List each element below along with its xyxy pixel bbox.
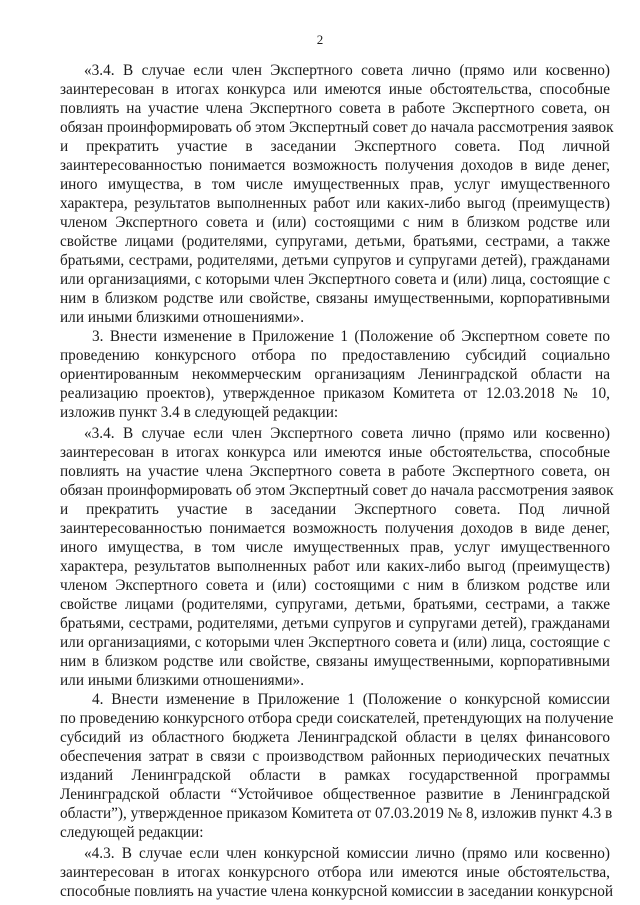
text-line: или организациями, с которыми член Экспертного совета и (или) лица, состоящие с (60, 634, 610, 651)
text-line: характера, результатов выполненных работ или каких-либо выгод (преимуществ) (60, 558, 610, 575)
text-line: ним в близком родстве или свойстве, связаны имущественными, корпоративными (60, 290, 610, 307)
text-line: членом Экспертного совета и (или) состоящими с ним в близком родстве или (60, 577, 610, 594)
text-line: членом Экспертного совета и (или) состоящими с ним в близком родстве или (60, 214, 610, 231)
text-line: Ленинградской области “Устойчивое общественное развитие в Ленинградской (60, 786, 610, 803)
text-line: по проведению конкурсного отбора среди соискателей, претендующих на получение (60, 710, 614, 727)
text-line: или иными близкими отношениями». (60, 309, 305, 326)
text-line: «4.3. В случае если член конкурсной комиссии лично (прямо или косвенно) (84, 845, 610, 862)
text-line: способные повлиять на участие члена конкурсной комиссии в заседании конкурсной (60, 883, 614, 900)
text-line: заинтересован в итогах конкурса или имеются иные обстоятельства, способные (60, 444, 610, 461)
text-line: изданий Ленинградской области в рамках государственной программы (60, 767, 610, 784)
text-line: обязан проинформировать об этом Экспертный совет до начала рассмотрения заявок (60, 119, 614, 136)
text-line: 3. Внести изменение в Приложение 1 (Положение об Экспертном совете по (92, 328, 610, 345)
text-line: иного имущества, в том числе имущественных прав, услуг имущественного (60, 176, 610, 193)
text-line: характера, результатов выполненных работ или каких-либо выгод (преимуществ) (60, 195, 610, 212)
text-line: 4. Внести изменение в Приложение 1 (Положение о конкурсной комиссии (92, 691, 610, 708)
text-line: свойстве лицами (родителями, супругами, детьми, братьями, сестрами, а также (60, 233, 610, 250)
text-line: ориентированным некоммерческим организациям Ленинградской области на (60, 366, 610, 383)
text-line: или организациями, с которыми член Экспертного совета и (или) лица, состоящие с (60, 271, 610, 288)
text-line: и прекратить участие в заседании Экспертного совета. Под личной (60, 501, 610, 518)
text-line: иного имущества, в том числе имущественных прав, услуг имущественного (60, 539, 610, 556)
text-line: «3.4. В случае если член Экспертного совета лично (прямо или косвенно) (84, 425, 610, 442)
text-line: ним в близком родстве или свойстве, связаны имущественными, корпоративными (60, 653, 610, 670)
text-line: изложив пункт 3.4 в следующей редакции: (60, 404, 339, 421)
text-line: заинтересован в итогах конкурсного отбора или имеются иные обстоятельства, (60, 864, 610, 881)
text-line: и прекратить участие в заседании Экспертного совета. Под личной (60, 138, 610, 155)
text-line: обязан проинформировать об этом Экспертный совет до начала рассмотрения заявок (60, 482, 614, 499)
text-line: следующей редакции: (60, 824, 204, 841)
text-line: заинтересованностью понимается возможность получения доходов в виде денег, (60, 157, 610, 174)
text-line: свойстве лицами (родителями, супругами, детьми, братьями, сестрами, а также (60, 596, 610, 613)
text-line: проведению конкурсного отбора по предоставлению субсидий социально (60, 347, 610, 364)
text-line: повлиять на участие члена Экспертного совета в работе Экспертного совета, он (60, 463, 610, 480)
text-line: заинтересован в итогах конкурса или имеются иные обстоятельства, способные (60, 81, 610, 98)
text-line: области”), утвержденное приказом Комитета от 07.03.2019 № 8, изложив пункт 4.3 в (60, 805, 613, 822)
text-line: субсидий из областного бюджета Ленинградской области в целях финансового (60, 729, 610, 746)
text-line: братьями, сестрами, родителями, детьми супругов и супругами детей), гражданами (60, 615, 610, 632)
text-line: или иными близкими отношениями». (60, 672, 305, 689)
text-line: реализацию проектов), утвержденное приказом Комитета от 12.03.2018 № 10, (60, 385, 610, 402)
text-line: повлиять на участие члена Экспертного совета в работе Экспертного совета, он (60, 100, 610, 117)
text-line: обеспечения затрат в связи с производством районных периодических печатных (60, 748, 610, 765)
text-line: братьями, сестрами, родителями, детьми супругов и супругами детей), гражданами (60, 252, 610, 269)
text-line: «3.4. В случае если член Экспертного совета лично (прямо или косвенно) (84, 62, 610, 79)
page-number: 2 (316, 32, 324, 47)
text-line: заинтересованностью понимается возможность получения доходов в виде денег, (60, 520, 610, 537)
